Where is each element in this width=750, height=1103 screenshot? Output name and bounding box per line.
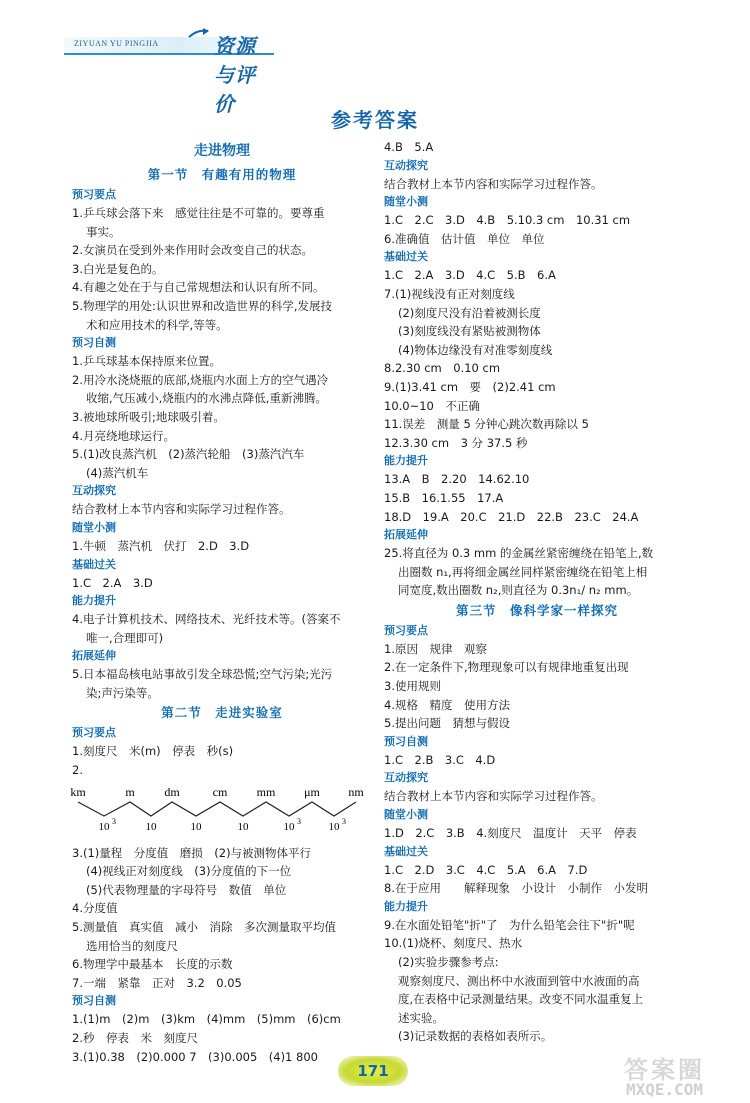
answer-line: 结合教材上本节内容和实际学习过程作答。 <box>384 789 603 804</box>
unit-label: km <box>70 784 86 799</box>
answer-line: 18.D 19.A 20.C 21.D 22.B 23.C 24.A <box>384 509 639 524</box>
answer-line: 1.(1)m (2)m (3)km (4)mm (5)mm (6)cm <box>72 1012 341 1027</box>
factor-label: 10 <box>283 820 295 833</box>
answer-line: 术和应用技术的科学,等等。 <box>86 317 228 332</box>
header-small-text: ZIYUAN YU PINGJIA <box>74 39 159 48</box>
answer-line: 9.在水面处铅笔"折"了 为什么铅笔会往下"折"呢 <box>384 917 635 932</box>
answer-line: 事实。 <box>86 224 121 239</box>
answer-line: 5.物理学的用处:认识世界和改造世界的科学,发展技 <box>72 298 332 313</box>
answer-line: 10.0~10 不正确 <box>384 398 480 413</box>
answer-line: 3.被地球所吸引;地球吸引着。 <box>72 409 225 424</box>
subheading: 随堂小测 <box>384 808 428 822</box>
answer-line: 2.秒 停表 米 刻度尺 <box>72 1031 198 1045</box>
factor-exponent: 3 <box>112 816 116 826</box>
page-number: 171 <box>357 1062 389 1080</box>
watermark <box>616 1050 746 1102</box>
unit-label: μm <box>304 784 320 799</box>
header-title: 资源与评价 <box>214 34 256 116</box>
watermark-bottom: MXQE.COM <box>626 1080 704 1099</box>
unit-conversion-diagram <box>72 782 372 842</box>
answer-line: 1.原因 规律 观察 <box>384 641 487 656</box>
answer-line: 15.B 16.1.55 17.A <box>384 490 504 505</box>
answer-line: 出圈数 n₁,再将细金属丝同样紧密缠绕在铅笔上相 <box>398 564 648 579</box>
unit-label: nm <box>348 784 364 799</box>
answer-line: 1.C 2.D 3.C 4.C 5.A 6.A 7.D <box>384 862 588 877</box>
answer-line: 度,在表格中记录测量结果。改变不同水温重复上 <box>398 992 644 1007</box>
answer-line: 结合教材上本节内容和实际学习过程作答。 <box>384 176 603 191</box>
factor-label: 10 <box>237 820 249 833</box>
subheading: 预习自测 <box>384 734 428 748</box>
answer-line: 4.月亮绕地球运行。 <box>72 428 175 443</box>
factor-label: 10 <box>190 820 202 833</box>
answer-line: 7.(1)视线没有正对刻度线 <box>384 286 515 301</box>
arrow-icon <box>188 28 210 40</box>
subheading: 基础过关 <box>384 844 428 858</box>
answer-line: 4.规格 精度 使用方法 <box>384 697 510 712</box>
right-column <box>384 138 690 1046</box>
answer-line: (5)代表物理量的字母符号 数值 单位 <box>86 882 287 897</box>
answer-line: 1.C 2.C 3.D 4.B 5.10.3 cm 10.31 cm <box>384 213 631 228</box>
page-number-badge <box>338 1056 408 1086</box>
answer-line: 1.乒乓球会落下来 感觉往往是不可靠的。要尊重 <box>72 206 325 220</box>
header-banner <box>64 22 274 116</box>
subheading: 拓展延伸 <box>72 649 116 663</box>
factor-exponent: 3 <box>342 816 346 826</box>
answer-line: 13.A B 2.20 14.62.10 <box>384 472 530 487</box>
answer-line: 10.(1)烧杯、刻度尺、热水 <box>384 936 523 951</box>
answer-line: 3.(1)量程 分度值 磨损 (2)与被测物体平行 <box>72 845 312 860</box>
subheading: 互动探究 <box>384 158 428 172</box>
answer-line: 9.(1)3.41 cm 要 (2)2.41 cm <box>384 379 556 394</box>
answer-line: 4.分度值 <box>72 901 118 916</box>
answer-line: (2)刻度尺没有沿着被测长度 <box>398 305 541 320</box>
answer-line: 2. <box>72 763 83 778</box>
answer-line: 1.C 2.B 3.C 4.D <box>384 752 496 767</box>
subheading: 能力提升 <box>72 594 116 608</box>
answer-line: 5.日本福岛核电站事故引发全球恐慌;空气污染;光污 <box>72 667 333 682</box>
answer-line: 1.乒乓球基本保持原来位置。 <box>72 354 221 369</box>
answer-line: 6.准确值 估计值 单位 单位 <box>384 231 545 246</box>
answer-line: 2.在一定条件下,物理现象可以有规律地重复出现 <box>384 660 629 675</box>
subheading: 能力提升 <box>384 899 428 913</box>
subheading: 基础过关 <box>72 557 116 571</box>
page-title: 参考答案 <box>331 108 419 132</box>
answer-line: 2.用冷水浇烧瓶的底部,烧瓶内水面上方的空气遇冷 <box>72 372 329 387</box>
answer-line: 1.C 2.A 3.D <box>72 575 153 590</box>
subheading: 预习要点 <box>72 188 116 201</box>
subheading: 预习自测 <box>72 336 116 350</box>
chapter-title: 走进物理 <box>194 143 250 159</box>
subheading: 随堂小测 <box>384 195 428 209</box>
answer-line: 唯一,合理即可) <box>86 630 164 645</box>
answer-line: 5.(1)改良蒸汽机 (2)蒸汽轮船 (3)蒸汽汽车 <box>72 447 305 462</box>
answer-line: 2.女演员在受到外来作用时会改变自己的状态。 <box>72 243 313 258</box>
subheading: 预习要点 <box>384 623 428 637</box>
answer-line: 染;声污染等。 <box>86 685 159 700</box>
answer-line: (3)记录数据的表格如表所示。 <box>398 1029 553 1044</box>
answer-line: 5.提出问题 猜想与假设 <box>384 716 510 731</box>
answer-line: (4)蒸汽机车 <box>86 465 149 480</box>
answer-line: 12.3.30 cm 3 分 37.5 秒 <box>384 435 528 450</box>
answer-line: 8.2.30 cm 0.10 cm <box>384 361 501 376</box>
answer-line: 3.使用规则 <box>384 679 441 694</box>
answer-line: 1.刻度尺 米(m) 停表 秒(s) <box>72 744 234 759</box>
answer-line: 1.牛顿 蒸汽机 伏打 2.D 3.D <box>72 538 250 553</box>
answer-line: 7.一端 紧靠 正对 3.2 0.05 <box>72 975 242 990</box>
answer-line: 11.误差 测量 5 分钟心跳次数再除以 5 <box>384 417 589 432</box>
subheading: 互动探究 <box>384 771 428 785</box>
unit-label: m <box>125 784 135 799</box>
answer-line: (3)刻度线没有紧贴被测物体 <box>398 324 541 339</box>
subheading: 拓展延伸 <box>384 528 428 542</box>
answer-line: 8.在于应用 解释现象 小设计 小制作 小发明 <box>384 881 648 896</box>
factor-label: 10 <box>98 820 110 833</box>
subheading: 能力提升 <box>384 454 428 468</box>
unit-label: cm <box>212 784 228 799</box>
subheading: 互动探究 <box>72 484 116 498</box>
answer-line: 述实验。 <box>398 1010 444 1025</box>
answer-line: 4.B 5.A <box>384 140 434 154</box>
answer-line: 1.C 2.A 3.D 4.C 5.B 6.A <box>384 268 556 283</box>
subheading: 预习要点 <box>72 726 116 740</box>
answer-line: 5.测量值 真实值 减小 消除 多次测量取平均值 <box>72 920 336 935</box>
answer-line: 4.有趣之处在于与自己常规想法和认识有所不同。 <box>72 280 325 295</box>
answer-line: 同宽度,数出圈数 n₂,则直径为 0.3n₁/ n₂ mm。 <box>398 583 639 598</box>
answer-line: 25.将直径为 0.3 mm 的金属丝紧密缠绕在铅笔上,数 <box>384 546 654 561</box>
answer-line: 3.(1)0.38 (2)0.000 7 (3)0.005 (4)1 800 <box>72 1049 318 1064</box>
section-title-2: 第二节 走进实验室 <box>161 705 283 721</box>
unit-label: dm <box>164 784 180 799</box>
answer-line: 4.电子计算机技术、网络技术、光纤技术等。(答案不 <box>72 612 341 627</box>
answer-line: 3.白光是复色的。 <box>72 261 164 276</box>
watermark-top: 答案圈 <box>624 1056 705 1084</box>
section-title-1: 第一节 有趣有用的物理 <box>147 167 297 182</box>
answer-line: 结合教材上本节内容和实际学习过程作答。 <box>72 502 291 517</box>
unit-label: mm <box>256 784 276 799</box>
left-column <box>72 138 372 1066</box>
answer-line: 1.D 2.C 3.B 4.刻度尺 温度计 天平 停表 <box>384 826 637 841</box>
factor-label: 10 <box>328 820 340 833</box>
factor-exponent: 3 <box>297 816 301 826</box>
subheading: 预习自测 <box>72 994 116 1008</box>
section-title-3: 第三节 像科学家一样探究 <box>455 602 618 618</box>
subheading: 基础过关 <box>384 250 428 264</box>
answer-line: 观察刻度尺、测出杯中水液面到管中水液面的高 <box>398 973 640 988</box>
factor-label: 10 <box>145 820 157 833</box>
answer-line: 收缩,气压减小,烧瓶内的水沸点降低,重新沸腾。 <box>86 391 327 406</box>
conversion-zigzag <box>78 802 356 816</box>
answer-line: (4)物体边缘没有对准零刻度线 <box>398 342 553 357</box>
subheading: 随堂小测 <box>72 520 116 534</box>
answer-line: (4)视线正对刻度线 (3)分度值的下一位 <box>86 864 292 879</box>
answer-line: 选用恰当的刻度尺 <box>86 938 178 953</box>
answer-line: 6.物理学中最基本 长度的示数 <box>72 957 233 972</box>
answer-line: (2)实验步骤参考点: <box>398 955 499 969</box>
